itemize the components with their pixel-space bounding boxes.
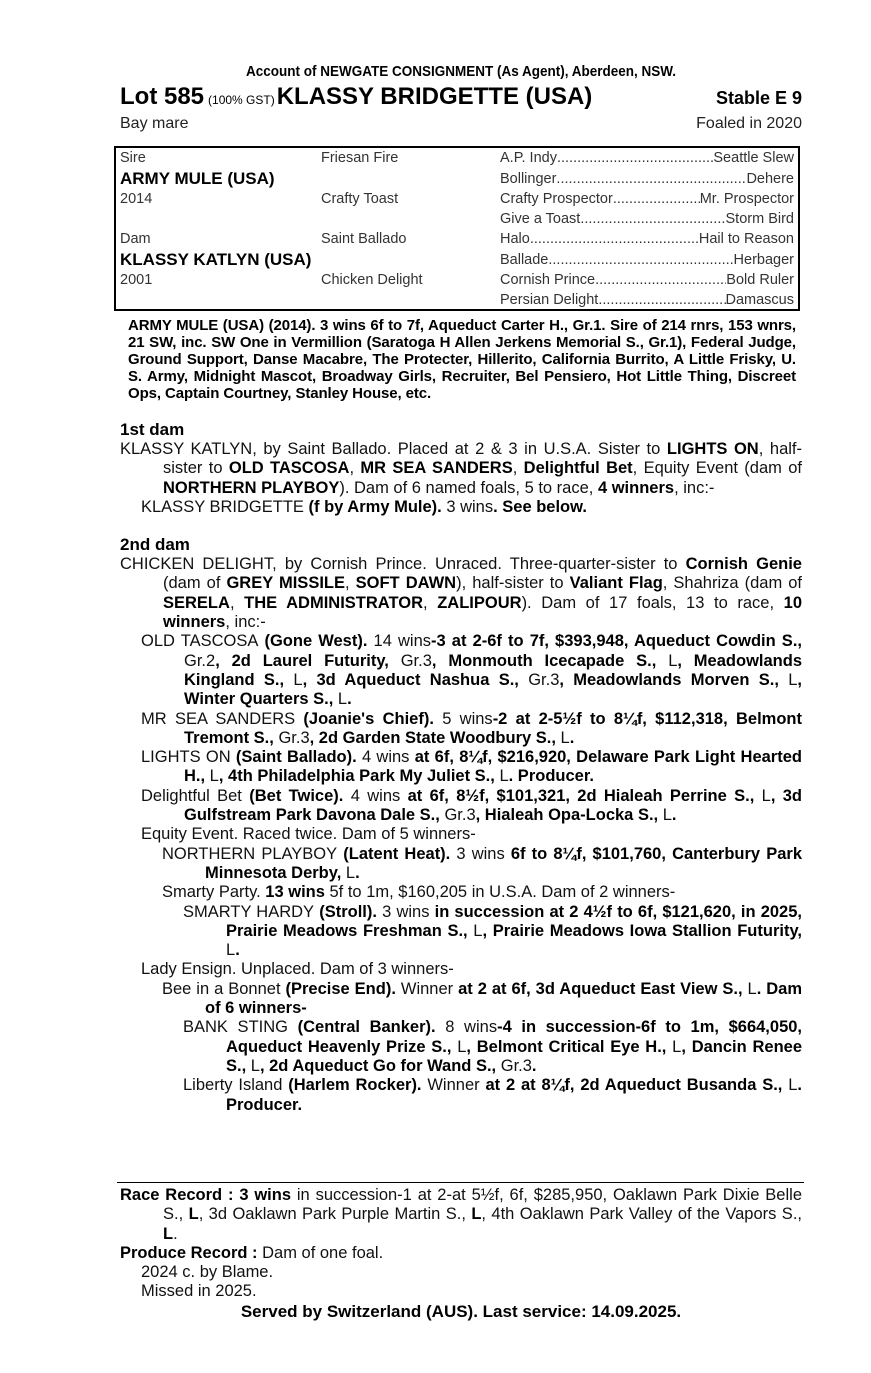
bold-text: , Monmouth Icecapade S., [431,651,669,670]
produce-item: Missed in 2025. [141,1282,257,1301]
great-grand-progeny-entry [120,1018,802,1076]
text-run: , [345,574,356,593]
text-run: Winner [427,1076,480,1095]
lot-number: Lot 585 [120,83,205,110]
bold-text: , 3d Aqueduct Nashua S., [302,670,529,689]
dam-label: Dam [120,231,151,247]
bold-text: 10 winners [163,593,803,632]
text-run: ). Dam of 6 named foals, 5 to race, [339,478,598,497]
sire-label: Sire [120,150,146,166]
bold-text: . [569,728,575,747]
bold-text: at 6f, 8¼f, $216,920, Delaware Park Light Hearted H., [184,748,802,786]
text-run: L [662,806,672,825]
bold-text: (Joanie's Chief). [295,709,443,728]
bold-text: L [163,1224,174,1243]
text-run: KLASSY KATLYN, by Saint Ballado. Placed at 2 & 3 in U.S.A. Sister to [120,440,667,458]
text-run: KLASSY BRIDGETTE [141,497,304,516]
bold-text: . See below. [493,497,587,516]
ancestor-right: Mr. Prospector [699,191,794,207]
text-run: 5f to 1m, $160,205 in U.S.A. Dam of 2 winners- [324,883,676,902]
bold-text: . Dam of 6 winners- [205,979,803,1018]
text-run: L [788,1076,798,1095]
produce-item: 2024 c. by Blame. [141,1263,274,1282]
bold-text: SERELA [163,593,230,612]
produce-record [120,1244,802,1263]
progeny-entry [120,498,802,517]
text-run: L [337,690,348,709]
ancestor-right: Damascus [725,292,794,308]
text-run: L [226,941,236,960]
ancestor-row [500,189,794,209]
bold-text: THE ADMINISTRATOR [244,593,424,612]
race-record [120,1186,802,1244]
ancestor-right: Hail to Reason [698,231,794,247]
text-run: ), half-sister to [456,574,570,593]
ancestor-row [500,209,794,229]
second-dam-intro [120,555,802,632]
bold-text: , 3d Gulfstream Park Davona Dale S., [184,786,803,825]
bold-text: , Meadowlands Morven S., [559,670,789,689]
bold-text: Delightful Bet [523,459,633,478]
sire-year: 2014 [120,191,153,207]
bold-text: (Precise End). [280,979,401,998]
text-run: 4 wins [350,786,401,805]
bold-text: , 2d Garden State Woodbury S., [309,728,561,747]
text-run: , [229,593,245,612]
sire-dam: Crafty Toast [321,191,399,207]
text-run: , [349,459,361,478]
lot-line [120,82,802,112]
text-run: L [672,1037,682,1056]
horse-name: KLASSY BRIDGETTE (USA) [276,83,593,110]
text-run: L [250,1056,260,1075]
text-run: , Equity Event (dam of [632,459,802,478]
text-run: L [560,728,570,747]
text-run: L [209,767,219,786]
text-run: BANK STING [183,1018,288,1037]
sire-name: ARMY MULE (USA) [120,169,275,188]
great-grand-progeny-entry [120,903,802,961]
bold-text: . [347,690,352,709]
ancestor-row [500,250,794,270]
bold-text: L [471,1205,482,1224]
bold-text: (Latent Heat). [337,844,457,863]
section-divider [117,1182,804,1183]
text-run: Bee in a Bonnet [162,979,281,998]
progeny-entry [120,632,802,709]
dam-sire: Saint Ballado [321,231,407,247]
text-run: NORTHERN PLAYBOY [162,844,338,863]
text-run: LIGHTS ON [141,748,231,767]
text-run: Gr.3 [500,1056,532,1075]
progeny-entry: Equity Event. Raced twice. Dam of 5 winners- [141,825,476,844]
ancestor-row [500,229,794,249]
horse-details [120,112,802,136]
first-dam-intro [120,440,802,498]
grand-progeny-entry [120,883,802,902]
bold-text: L [188,1205,199,1224]
bold-text: OLD TASCOSA [228,459,350,478]
bold-text: (Central Banker). [287,1018,446,1037]
text-run: , 3d Oaklawn Park Purple Martin S., [198,1205,472,1224]
bold-text: , Prairie Meadows Iowa Stallion Futurity, [482,921,803,940]
horse-sex: Bay mare [120,115,189,132]
bold-text: Valiant Flag [569,574,663,593]
bold-text: (Gone West). [258,632,374,651]
ancestor-right: Storm Bird [725,211,794,227]
text-run: 3 wins [446,497,494,516]
ancestor-left: Halo [500,231,530,247]
text-run: , half-sister to [163,440,802,478]
text-run: Gr.3 [400,651,432,670]
stable-location: Stable E 9 [715,88,802,108]
progeny-entry: Lady Ensign. Unplaced. Dam of 3 winners- [141,960,454,979]
bold-text: , Meadowlands Kingland S., [184,651,802,689]
text-run: , [512,459,524,478]
bold-text: . [531,1056,537,1075]
dam-year: 2001 [120,272,153,288]
ancestor-row [500,270,794,290]
gst-note: (100% GST) [208,93,275,107]
ancestor-right: Seattle Slew [713,150,794,166]
dam-dam: Chicken Delight [321,272,423,288]
pedigree-table [114,146,800,311]
great-grand-progeny-entry [120,1076,802,1115]
bold-text: -2 at 2-5½f to 8¼f, $112,318, Belmont Tremont S., [184,709,802,747]
records-section [120,1186,802,1322]
served-note: Served by Switzerland (AUS). Last service: 14.09.2025. [240,1301,682,1321]
bold-text: at 6f, 8½f, $101,321, 2d Hialeah Perrine S., [400,786,762,805]
text-run: in succession-1 at 2-at 5½f, 6f, $285,950, Oaklawn Park Dixie Belle S., [163,1186,802,1224]
bold-text: in succession at 2 4½f to 6f, $121,620, in 2025, Prairie Meadows Freshman S., [226,902,802,940]
text-run: 14 wins [373,632,432,651]
text-run: L [668,651,678,670]
bold-text: , Belmont Critical Eye H., [466,1037,673,1056]
text-run: CHICKEN DELIGHT, by Cornish Prince. Unraced. Three-quarter-sister to [120,555,686,574]
bold-text: (Harlem Rocker). [282,1076,428,1095]
bold-text: -4 in succession-6f to 1m, $664,050, Aqueduct Heavenly Prize S., [226,1018,803,1056]
bold-text: at 2 at 6f, 3d Aqueduct East View S., [453,979,748,998]
ancestor-left: Cornish Prince [500,272,596,288]
text-run: Gr.3 [444,806,476,825]
text-run: , 4th Oaklawn Park Valley of the Vapors S., [481,1205,802,1224]
sire-sire: Friesan Fire [321,150,399,166]
bold-text: at 2 at 8¼f, 2d Aqueduct Busanda S., [479,1076,789,1095]
grand-progeny-entry [120,845,802,884]
ancestor-right: Dehere [746,171,794,187]
bold-text: , Winter Quarters S., [184,670,802,709]
bold-text: . [355,863,360,882]
produce-record-label: Produce Record : [120,1243,258,1262]
sire-summary: ARMY MULE (USA) (2014). 3 wins 6f to 7f, Aqueduct Carter H., Gr.1. Sire of 214 rnrs, 153 wnrs, 21 SW, inc. SW One in Vermillion (Saratoga H Allen Jerkens Memorial S., Gr.1), Federal Judge, Ground Support, Danse Macabre, The Protecter, Hillerito, California Burrito, A Little Frisky, U. S. Army, Midnight Mascot, Broadway Girls, Recruiter, Bel Pensiero, Hot Little Thing, Discreet Ops, Captain Courtney, Stanley House, etc. [128,317,796,402]
foaled-year: Foaled in 2020 [696,115,802,132]
ancestor-left: Bollinger [500,171,557,187]
ancestor-left: Give a Toast [500,211,581,227]
text-run: 4 wins [361,748,410,767]
bold-text: . [671,806,677,825]
text-run: 3 wins [382,902,430,921]
bold-text: . Producer. [226,1076,803,1114]
ancestor-right: Bold Ruler [726,272,794,288]
text-run: Liberty Island [183,1076,283,1095]
bold-text: SOFT DAWN [355,574,457,593]
text-run: L [345,863,356,882]
ancestor-left: Ballade [500,252,549,268]
bold-text: Cornish Genie [685,555,802,574]
text-run: 3 wins [456,844,505,863]
text-run: L [473,921,483,940]
bold-text: ZALIPOUR [437,593,522,612]
bold-text: NORTHERN PLAYBOY [163,478,340,497]
bold-text: (Saint Ballado). [230,748,362,767]
text-run: L [747,979,757,998]
bold-text: MR SEA SANDERS [360,459,513,478]
text-run: Winner [400,979,454,998]
text-run: Gr.2 [184,651,216,670]
text-run: 5 wins [442,709,493,728]
text-run: Gr.3 [528,670,560,689]
grand-progeny-entry [120,980,802,1019]
bold-text: Race Record : 3 wins [120,1186,292,1204]
text-run: , [423,593,438,612]
text-run: 8 wins [445,1018,498,1037]
progeny-entry [120,710,802,749]
bold-text: , 2d Laurel Futurity, [215,651,401,670]
text-run: , inc:- [674,478,715,497]
bold-text: LIGHTS ON [666,440,759,458]
bold-text: . Producer. [508,767,594,786]
dam-name: KLASSY KATLYN (USA) [120,250,312,269]
bold-text: , 4th Philadelphia Park My Juliet S., [218,767,500,786]
first-dam-heading: 1st dam [120,420,185,439]
ancestor-left: Persian Delight [500,292,599,308]
bold-text: (Bet Twice). [241,786,351,805]
vendor-account: Account of NEWGATE CONSIGNMENT (As Agent), Aberdeen, NSW. [245,63,677,80]
progeny-entry [120,787,802,826]
text-run: L [457,1037,467,1056]
progeny-entry [120,748,802,787]
text-run: L [788,670,798,689]
ancestor-left: Crafty Prospector [500,191,613,207]
produce-record-text: Dam of one foal. [257,1243,384,1262]
bold-text: (f by Army Mule). [303,497,447,516]
ancestor-row [500,169,794,189]
bold-text: , Hialeah Opa-Locka S., [475,806,663,825]
text-run: (dam of [163,574,227,593]
catalogue-page [120,62,802,1115]
bold-text: , 2d Aqueduct Go for Wand S., [259,1056,501,1075]
text-run: SMARTY HARDY [183,902,315,921]
ancestor-right: Herbager [733,252,794,268]
text-run: L [761,786,771,805]
ancestor-row [500,148,794,168]
text-run: Delightful Bet [141,786,242,805]
text-run: . [173,1224,178,1243]
text-run: L [293,670,303,689]
bold-text: GREY MISSILE [226,574,345,593]
bold-text: . [235,941,240,960]
text-run: L [499,767,509,786]
ancestor-row [500,290,794,310]
text-run: MR SEA SANDERS [141,709,296,728]
bold-text: 13 wins [265,883,325,902]
text-run: Gr.3 [278,728,310,747]
second-dam-heading: 2nd dam [120,535,190,555]
text-run: Smarty Party. [162,883,266,902]
text-run: , Shahriza (dam of [662,574,803,593]
bold-text: 6f to 8¼f, $101,760, Canterbury Park Minnesota Derby, [205,844,803,882]
ancestor-left: A.P. Indy [500,150,557,166]
bold-text: , Dancin Renee S., [226,1037,802,1075]
bold-text: 4 winners [597,478,675,497]
text-run: , inc:- [225,613,266,632]
text-run: ). Dam of 17 foals, 13 to race, [521,593,784,612]
bold-text: (Stroll). [314,902,383,921]
text-run: OLD TASCOSA [141,632,259,651]
bold-text: -3 at 2-6f to 7f, $393,948, Aqueduct Cowdin S., [431,632,802,651]
